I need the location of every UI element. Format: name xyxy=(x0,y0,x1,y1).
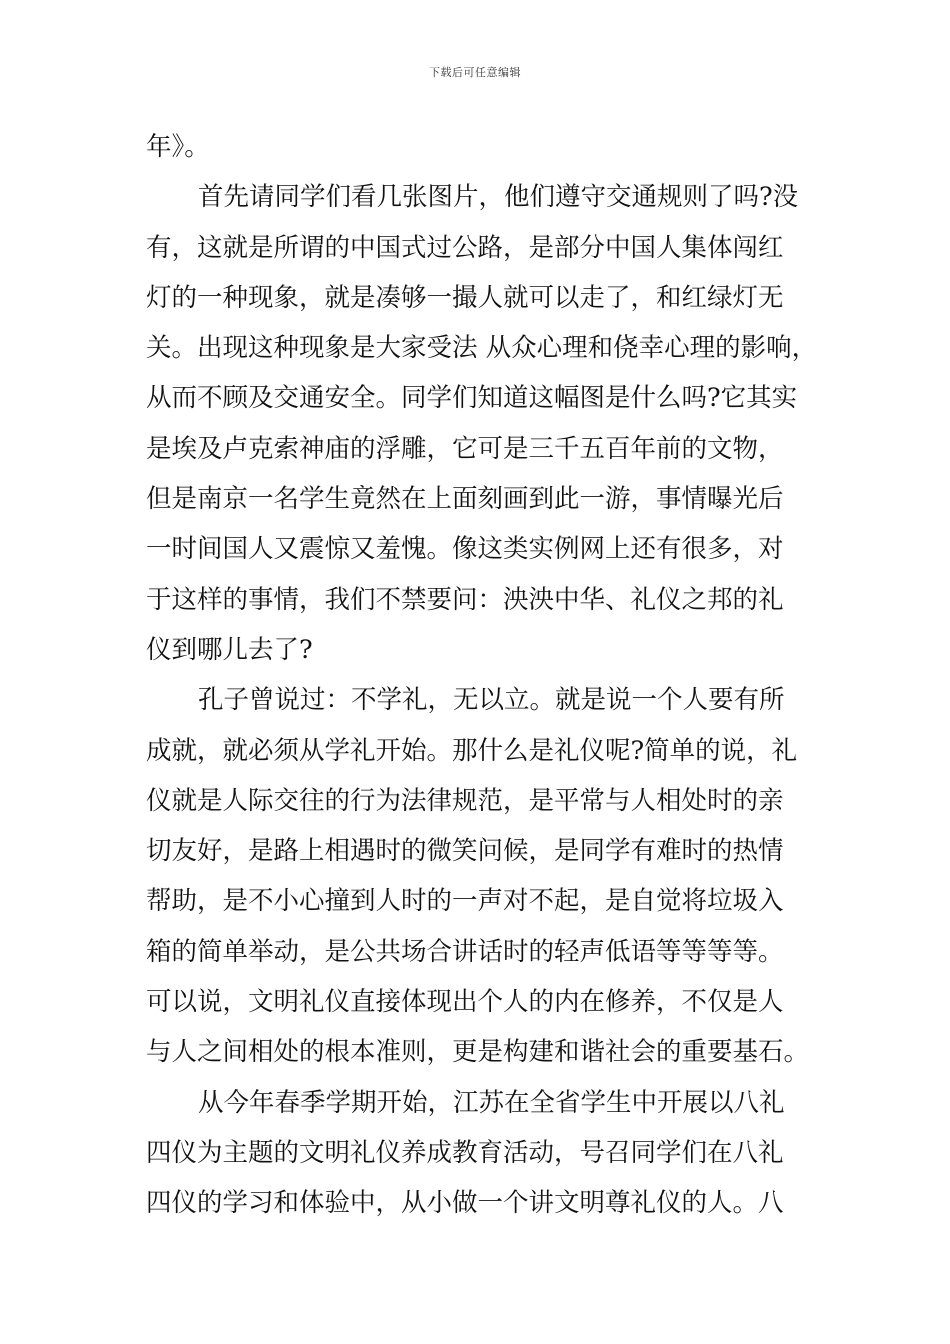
text-line: 成就，就必须从学礼开始。那什么是礼仪呢?简单的说，礼 xyxy=(146,735,798,766)
page-header: 下载后可任意编辑 xyxy=(429,66,521,79)
text-line: 灯的一种现象，就是凑够一撮人就可以走了，和红绿灯无 xyxy=(146,282,784,313)
text-line: 仪到哪儿去了? xyxy=(146,634,313,665)
text-line: 关。出现这种现象是大家受法 从众心理和侥幸心理的影响， xyxy=(146,333,818,364)
text-line: 可以说，文明礼仪直接体现出个人的内在修养，不仅是人 xyxy=(146,987,784,1018)
text-line: 四仪的学习和体验中，从小做一个讲文明尊礼仪的人。八 xyxy=(146,1188,784,1219)
text-line: 年》。 xyxy=(146,132,210,162)
paragraph-start-line: 从今年春季学期开始，江苏在全省学生中开展以八礼 xyxy=(198,1087,785,1118)
text-line: 有，这就是所谓的中国式过公路，是部分中国人集体闯红 xyxy=(146,232,784,263)
text-line: 但是南京一名学生竟然在上面刻画到此一游，事情曝光后 xyxy=(146,484,784,515)
paragraph-start-line: 首先请同学们看几张图片，他们遵守交通规则了吗?没 xyxy=(198,182,799,213)
text-line: 帮助，是不小心撞到人时的一声对不起，是自觉将垃圾入 xyxy=(146,886,784,917)
text-line: 从而不顾及交通安全。同学们知道这幅图是什么吗?它其实 xyxy=(146,383,798,414)
text-line: 一时间国人又震惊又羞愧。像这类实例网上还有很多，对 xyxy=(146,534,784,565)
text-line: 是埃及卢克索神庙的浮雕，它可是三千五百年前的文物， xyxy=(146,433,784,464)
text-line: 四仪为主题的文明礼仪养成教育活动，号召同学们在八礼 xyxy=(146,1137,784,1168)
document-body xyxy=(146,122,818,1229)
text-line: 箱的简单举动，是公共场合讲话时的轻声低语等等等等。 xyxy=(146,936,784,967)
text-line: 与人之间相处的根本准则，更是构建和谐社会的重要基石。 xyxy=(146,1037,810,1068)
text-line: 切友好，是路上相遇时的微笑问候，是同学有难时的热情 xyxy=(146,836,784,867)
paragraph-start-line: 孔子曾说过：不学礼，无以立。就是说一个人要有所 xyxy=(198,685,785,716)
text-line: 仪就是人际交往的行为法律规范，是平常与人相处时的亲 xyxy=(146,785,784,816)
text-line: 于这样的事情，我们不禁要问：泱泱中华、礼仪之邦的礼 xyxy=(146,584,784,615)
